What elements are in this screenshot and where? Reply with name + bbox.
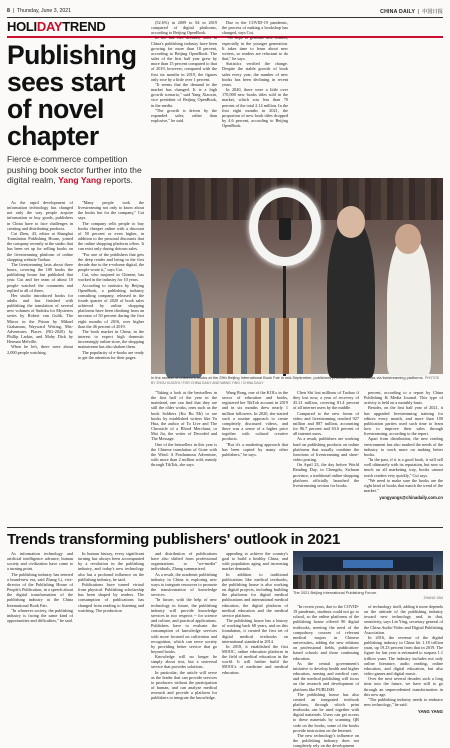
- forum-photo-credit: ZHANG YAN: [423, 595, 443, 600]
- book-display-shape: [191, 318, 311, 374]
- page-header-bar: [7, 6, 443, 16]
- phone-shape: [279, 218, 291, 240]
- section-title: HOLIDAYTREND: [7, 19, 106, 34]
- deck-author: Yang Yang: [58, 175, 102, 186]
- page-number-date: 8 | Thursday, June 3, 2021: [7, 8, 72, 14]
- audience-shape: [293, 575, 443, 589]
- page-number: 8: [7, 8, 10, 14]
- story-column-5: "Taking a look at the bestsellers in the first half of the year in the mainland, one can find that they are still the older works, ones such as the book Soldiers (Ku Bu Mi) or are books by established writers like Yu Hua, the author of To Live and The Chronicle of a Blood Merchant, or Mai Jia, the writer of Decoded and The Message. One of the bestsellers in this year is the Chinese translation of Gone with the Wind: A Posthumous Adventure, with more than 2 million sold, mainly through TikTok, she says.: [151, 390, 217, 468]
- story-column-3: (52.6%) in 2009 to 84 in 2019 compared of digital platforms, according to Beijing OpenBook. In the last two decades, sales in China's publishing industry have been growing for more than 18 percent, according to Beijing OpenBook. The sales of the first half year grew by more than 15 percent compared to that of 2019, however, compared with the first six months in 2019, the figures only rose by a little over 1 percent. "It seems that the demand in the market has changed. It is a high growth scenario," said Yang Xiaoxin, vice president of Beijing OpenBook, in the media. "The growth is driven by the expanded sales, rather than explosive," he said.: [151, 20, 217, 123]
- story-column-4: Due to the COVID-19 pandemic, the process of making a bookshop has changed, says Cui. "We hope to generate new readers, especially in the younger generation. It takes time to learn about new writers, so readers are reluctant to do that," he says. Statistics verified the change. Despite the stable growth of book sales every year, the number of new books has been declining in recent years. In 2020, there were a little over 170,000 new books titles sold in the market, which was less than 70 percent of the total 2.14 million. In the first eight months in 2021, the proportion of new book titles dropped by 4.6 percent, according to Beijing OpenBook.: [222, 20, 288, 129]
- story-divider: [7, 527, 443, 528]
- story-column-2: "Many people took the livestreaming not only to know about the books but for the company," Cui says. The company sells people to buy books cheaper online with a discount of 50 percent or even higher, in addition to the personal discounts that the online shopping platform offers. It can exist only during dotcom sales. "For one of the publishers that gets the deep reader and being in the first decade due to the e-volume digital, the people wrote it," says Cui. Cui, who majored in Chinese, has worked in the industry for 10 years. According to statistics by Beijing OpenBook, a publishing industry consulting company, released in the fourth quarter of 2020 of book sales achieved by online shopping platforms have been climbing from an increase of 50 percent during the first eight months of 2016, over higher than the 46 percent of 2019. The book market in China, in the interest to expect high domestic increasingly online store, the shopping mainstream has also shaken them. The popularity of e-books are ready to get the attention for their pages.: [78, 200, 144, 360]
- story-column-8: percent, according to a report by China Publishing & Media Journal. This type of activity is held on a monthly basis. Besides, on the first half year of 2021, it has upgraded livestreaming training for editors every month, and more than 100 publication parties used such time to learn how to improve their sales through livestreaming, according to the report. Apart from distribution, the new reading environment has also marked the needs of the industry to work more on making better books. "In the past, if it is a good book, it will sell well ultimately with its reputation, but now so much on all marketing way, books cannot reach readers very quickly," Cui says. "We need to make sure the books are the right kind of books that match the trend of the market." yangyangs@chinadaily.com.cn: [364, 390, 443, 501]
- story2-column-7: of technology itself, adding it more depends on the attitude of the publishing industry toward new technology and, in that, sensitivity, says Lin Ying, secretary general of the China Audio-Video and Digital Publishing Association. In 2016, the revenue of the digital publishing industry in China hit 1.18 trillion yuan, up 19.23 percent from that in 2019. The figure for last year is estimated to surpass 1.1 trillion yuan. The industry includes not only online literature, audio reading, online education, and digital education, but also video games and digital music. Over the next several decades such a long time into the future, we have still to go through an unprecedented transformation in this new age. "The publishing industry needs to embrace new technology," he said. YANG YANG: [364, 604, 443, 715]
- photo-caption: In the section of children's books at the 29th Beijing International Book Fair in mid-September, publishers promote children's books via livestreaming platforms. PHOTOS BY ZHOU KUOZHI / FOR CHINA DAILY AND WANG YING / CHINA DAILY: [151, 375, 440, 385]
- story2-column-4: appealing to achieve the country's goal to build a healthy China, and with population aging and increasing market demands. In addition to traditional publications like medical textbooks, the publishing house is also working on digital projects, including building the platforms for digital medical publications and international medical education, the digital platform of medical education and the medical service platform. The publishing house has a history of working back 68 years, and on this foundation, it created the first set of digital medical textbooks on international standard in 2014. In 2018, it established the first MOOC, online education platform in the field of medical education in the world. It will further build the MOOCs of medicine and medical education.: [222, 551, 288, 675]
- issue-date: Thursday, June 3, 2021: [16, 8, 72, 14]
- forum-photo-caption: The 2021 Beijing International Publishing Forum. ZHANG YAN: [293, 590, 443, 600]
- story-column-7: Chen Shi lost millions of Taobao if they lost now, a year of recovery of 45.21 million, covering 81.4 percent of all internet users by the middle. Compared to the new forms of video and livestreaming reached 927 million and 887 million, accounting for 86.7 percent and 63.6 percent of all internet users. As a result, publishers are working hard on publishing products on online platforms that usually combine the functions of livestreaming and short-video posting. On April 23, the day before World Reading Day, in Chengdu, Sichuan province, a traditional online shopping platform officially launched the livestreaming section for books.: [293, 390, 359, 488]
- story-column-1: As the rapid development of information technology has changed not only the way people acquire information or buy goods, publishers in China have to face challenges in creating and distributing products. Cui Zhen, 43, editor at Shanghai Translation Publishing House, joined the company recently at the studio that has been set up for selling books on the livestreaming platform of online shopping website Taobao. The livestreaming lasts about three hours, covering the 100 books the publishing house has published that year. Cui and her team of about 10 people watched the comments and replied to all of them. Her studio introduced books for adults and has finished with publishing the translation of several new volumes of Sudoku for Mysteries series by Robert van Gulik, The Mirror in the Prison by Mikael Grabaman, Wayward Writing, Mis-Adventures Places (NG-2020) by Phillip Larkin, and Moby Dick by Herman Melville. When he left, there were about 2,000 people watching.: [7, 200, 73, 355]
- person-shape: [387, 236, 431, 376]
- story-headline: Publishing sees start of novel chapter: [7, 40, 137, 151]
- stage-shape: [303, 557, 433, 571]
- story2-column-3: and distribution of publications have also shifted from professional organizations to "we-media" individuals, Zhang summarized. As a result, the academic publishing industry in China is exploring new ways to integrate resources to promote the transformation of knowledge services. "In future, with the help of new technology in future, the publishing industry will provide knowledge services in two respects -- for science and culture, and practical applications. Publishers have to evaluate the consumption of knowledge services with more focused on cultivation and recognition, which can serve society by providing better service that go beyond books. Knowledge will no longer be simply about text, but a universal service that provides solutions. In particular, the article will serve as the leader that can provide services to producers without the participation of human, and can analyze medical research and provide a platform for publishers to integrate the knowledge.: [151, 551, 217, 701]
- story-column-6: Wang Rong, one of the KOLs in the sector of education and books, registered her TikTok account in 2019 and in six months drew nearly 1 million followers. In 2020, she started such a routine approach to create completely discussed videos, and there was a sense of a higher price together with cultural creative products. "But it's a marketing approach that has been copied by many other publishers," he says.: [222, 390, 288, 457]
- brand-name-chinese: 中国日报: [422, 8, 443, 15]
- photo-credit: PHOTOS BY ZHOU KUOZHI / FOR CHINA DAILY AND WANG YING / CHINA DAILY: [151, 376, 440, 385]
- person-shape: [327, 218, 375, 378]
- forum-photo: [293, 551, 443, 589]
- header-rule: [7, 17, 443, 18]
- story2-column-6: "In recent years, due to the COVID-19 pandemic, students could not go to school, so the online platforms of the publishing house offered 90 digital textbooks, meeting the need of the compulsory courses of relevant medical majors in Chinese universities, adding the new editions on professional fields, publication-based schools and those continuing education. As the central government's initiative to develop health and higher education, nursing and medical care, and the medical publishing will focus on the research and development of platform like PUBLISH. The publishing house has also created an integrated textbook platform, through which print textbooks can be used together with digital materials. Users can get access to these materials by scanning QR code on the books, some of the books provide instruction on the Internet. The new technology's influence on the publishing industry does not completely rely on the development: [293, 604, 359, 748]
- story2-headline: Trends transforming publishers' outlook in 2021: [7, 531, 340, 548]
- person-head-shape: [395, 224, 421, 254]
- livestream-photo: [151, 178, 443, 374]
- story2-column-1: As information technology and artificial intelligence advance, human society and civilization have come to a turning point. The publishing industry has entered a brand-new era, said Zhang Li, vice-director of the Publishing House of People's Publication, in a speech about the digital transformation of the publishing industry at the China International Book Fair. "In whatever society, the publishing industry is facing the same kind of opportunities and difficulties," he said.: [7, 551, 73, 624]
- story2-column-2: In human history, every significant turning has always been accompanied by a revolution in the publishing industry, and today's new technology also has a profound influence on the publishing industry, he said. Publications have turned virtual from physical. Publishing scholarship has been shaped by readers. The consumption of publications has changed from reading to listening and watching. The production: [78, 551, 144, 613]
- person-head-shape: [337, 206, 365, 238]
- brand-name: CHINA DAILY: [380, 8, 416, 15]
- author-email: yangyangs@chinadaily.com.cn: [379, 495, 443, 501]
- story-deck: Fierce e-commerce competition pushing book sector further into the digital realm, Yang Yang reports.: [7, 154, 142, 186]
- story2-byline: YANG YANG: [417, 709, 443, 715]
- publication-brand: CHINA DAILY | 中国日报: [380, 8, 443, 15]
